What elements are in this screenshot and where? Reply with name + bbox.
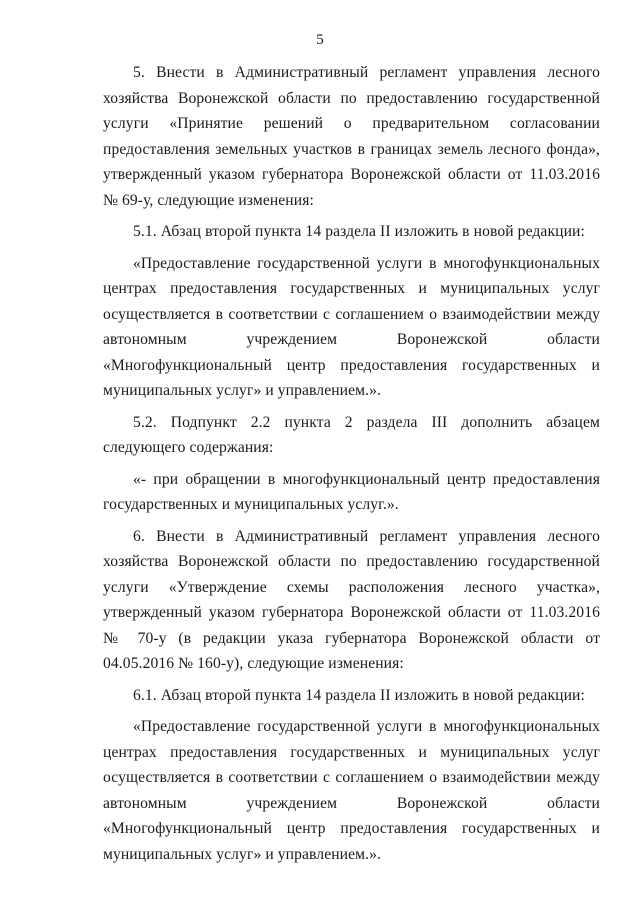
- paragraph-quote-5-1: «Предоставление государственной услуги в многофункциональных центрах предоставления государственных и муниципальных услуг осуществляется в соответствии с соглашением о взаимодействии между автономным учреждением Воронежской области «Многофункциональный центр предоставления государственных и муниципальных услуг» и управлением.».: [103, 254, 600, 399]
- scan-speck: [549, 818, 551, 820]
- page-number: 5: [316, 32, 324, 48]
- paragraph-quote-6-1: «Предоставление государственной услуги в многофункциональных центрах предоставления государственных и муниципальных услуг осуществляется в соответствии с соглашением о взаимодействии между автономным учреждением Воронежской области «Многофункциональный центр предоставления государственных и муниципальных услуг» и управлением.».: [103, 718, 600, 863]
- paragraph-item-5-2: 5.2. Подпункт 2.2 пункта 2 раздела III дополнить абзацем следующего содержания:: [103, 413, 600, 456]
- paragraph-item-5: 5. Внести в Административный регламент управления лесного хозяйства Воронежской области по предоставлению государственной услуги «Принятие решений о предварительном согласовании предоставления земельных участков в границах земель лесного фонда», утвержденный указом губернатора Воронежской области от 11.03.2016 № 69-у, следующие изменения:: [103, 64, 600, 209]
- paragraph-item-5-1: 5.1. Абзац второй пункта 14 раздела II изложить в новой редакции:: [133, 223, 585, 240]
- paragraph-item-6-1: 6.1. Абзац второй пункта 14 раздела II изложить в новой редакции:: [133, 686, 585, 704]
- document-body: [103, 60, 600, 873]
- paragraph-item-6: 6. Внести в Административный регламент управления лесного хозяйства Воронежской области по предоставлению государственной услуги «Утверждение схемы расположения лесного участка», утвержденный указом губернатора Воронежской области от 11.03.2016 № 70-у (в редакции указа губернатора Воронежской области от 04.05.2016 № 160-у), следующие изменения:: [103, 527, 600, 672]
- paragraph-quote-5-2: «- при обращении в многофункциональный центр предоставления государственных и муниципальных услуг.».: [103, 470, 600, 513]
